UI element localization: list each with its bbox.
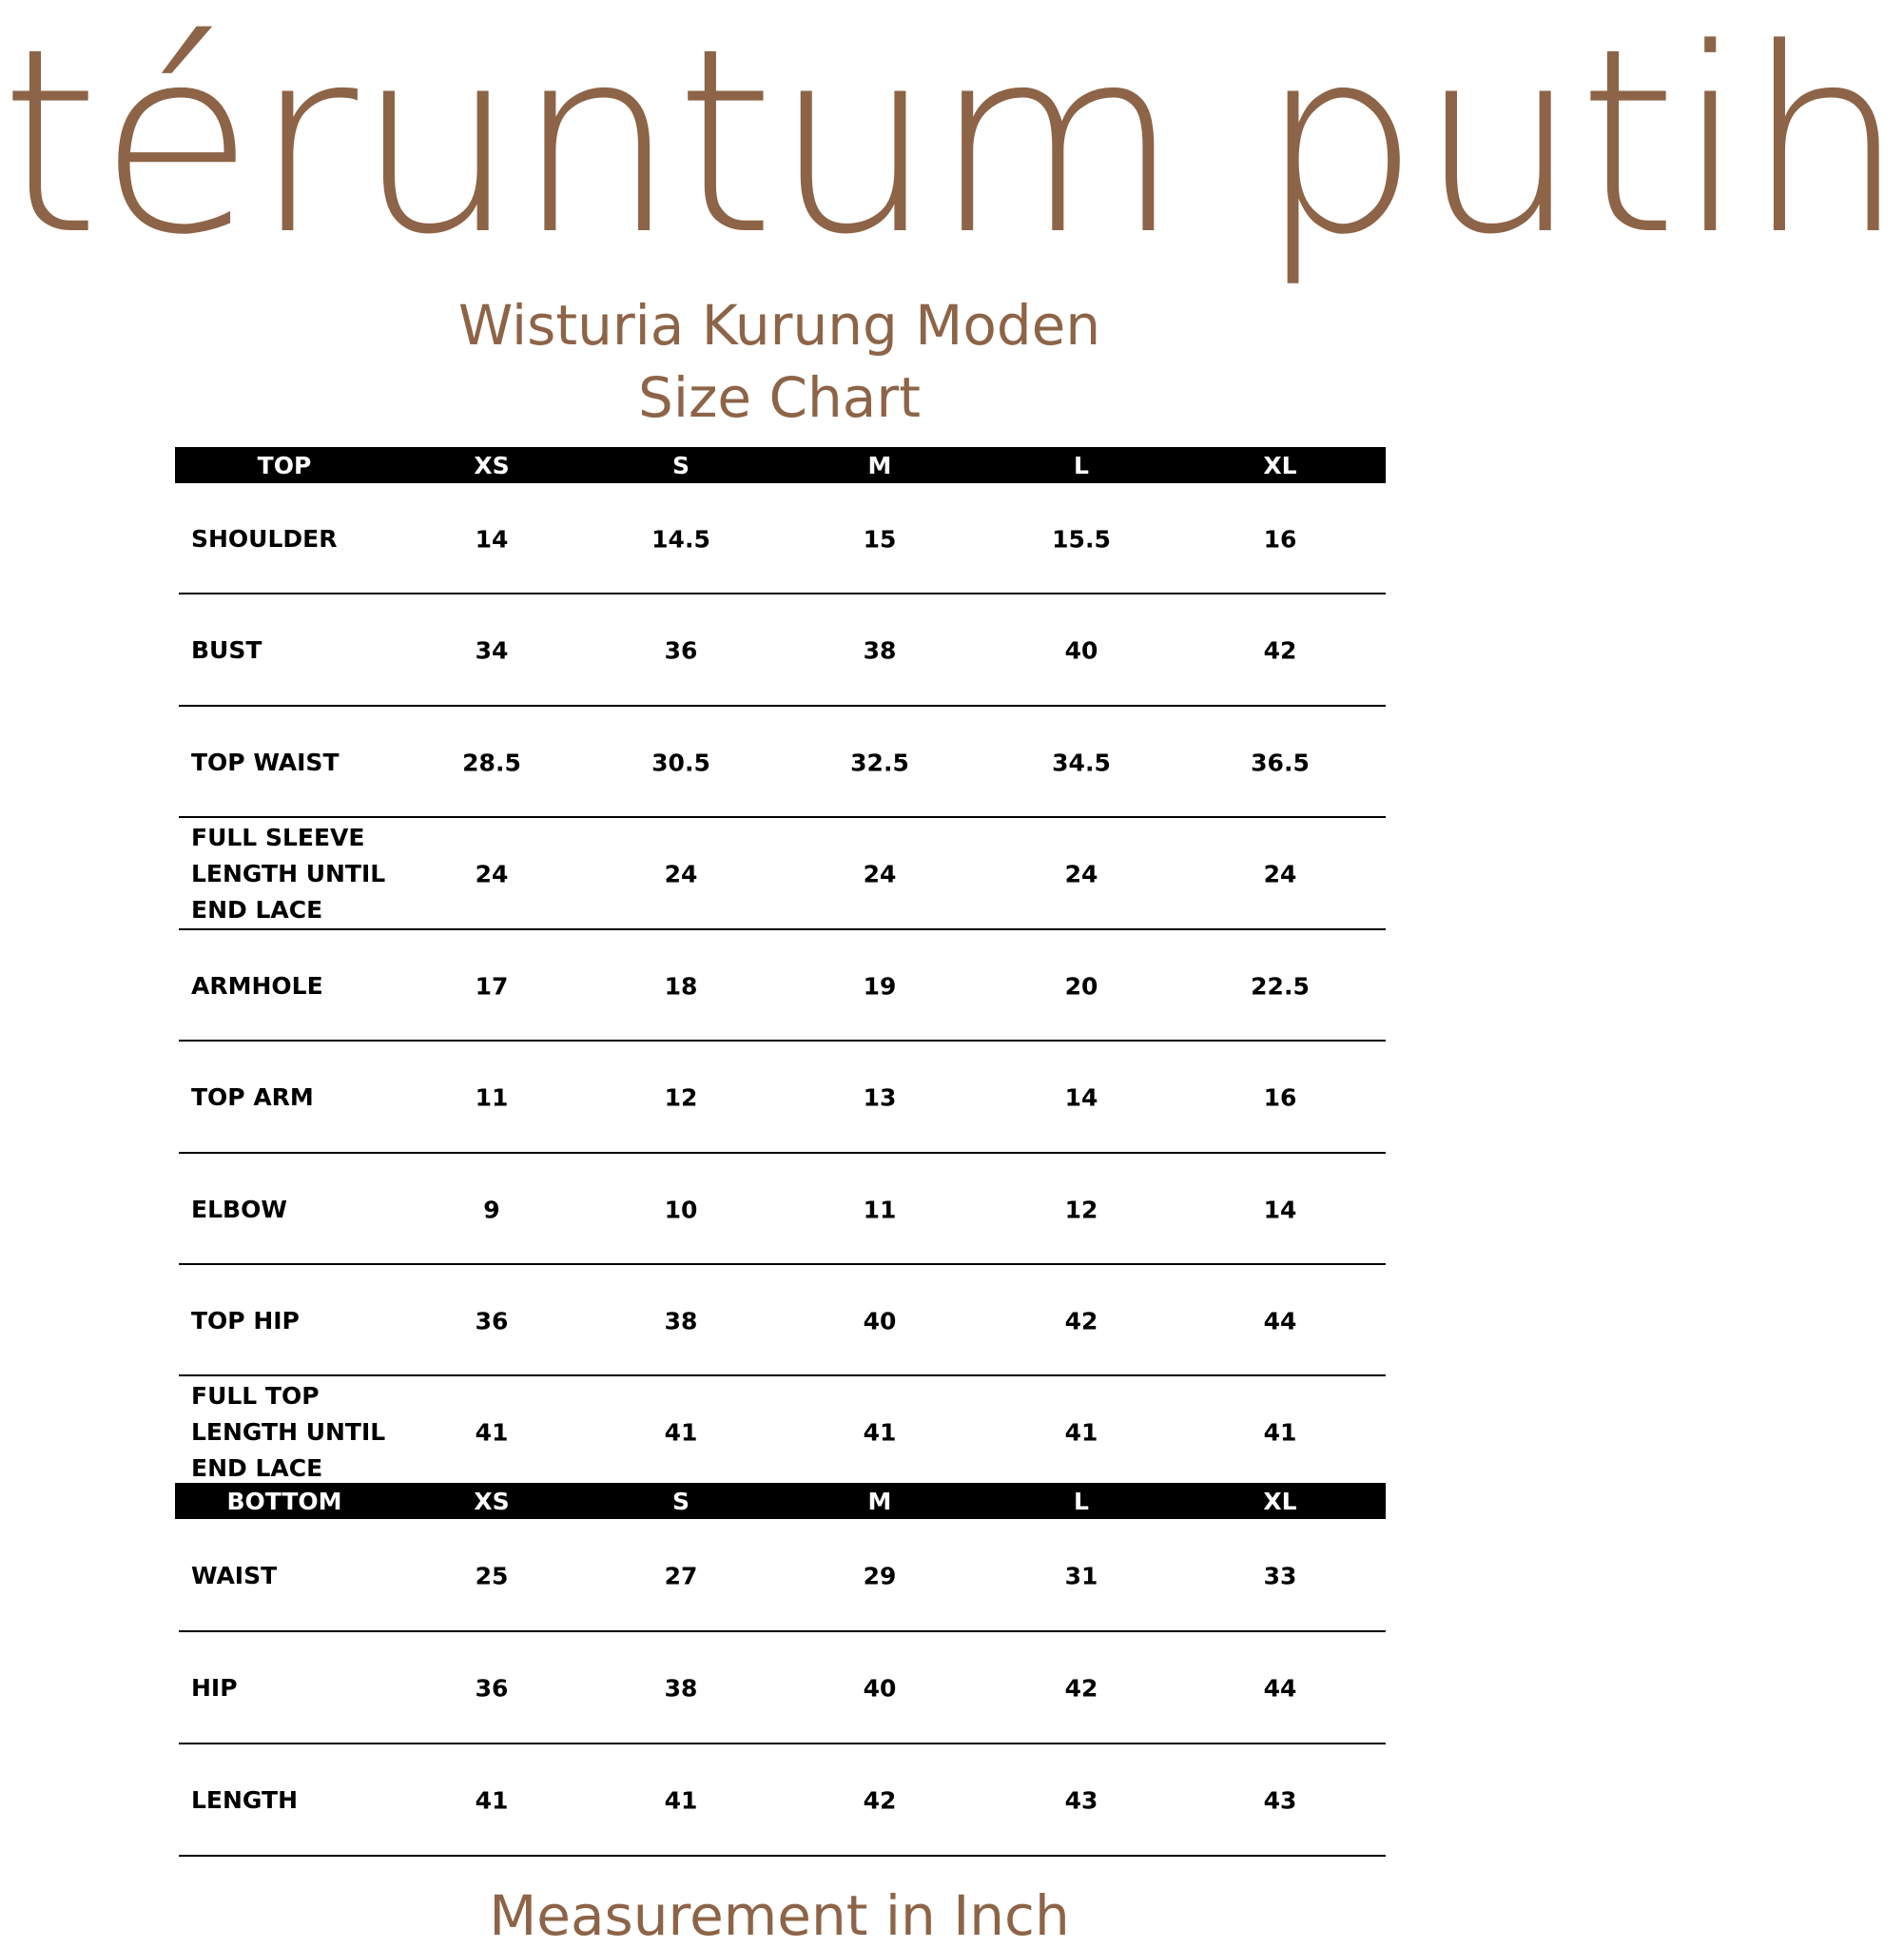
cell-l: 42 xyxy=(1064,1674,1098,1703)
row-label-text: TOP WAIST xyxy=(191,748,340,776)
row-label xyxy=(191,930,323,1042)
cell-xl: 36.5 xyxy=(1251,749,1310,776)
cell-xs: 25 xyxy=(475,1562,509,1589)
cell-xl: 44 xyxy=(1263,1674,1297,1703)
cell-l: 43 xyxy=(1064,1786,1098,1815)
cell-xl: 22.5 xyxy=(1251,972,1310,1000)
cell-s: 38 xyxy=(664,1674,698,1703)
cell-s: 36 xyxy=(664,636,698,665)
row-label xyxy=(191,483,338,594)
row-label-line: END LACE xyxy=(191,896,323,924)
table-row xyxy=(175,930,1386,1042)
cell-s: 41 xyxy=(664,1418,698,1447)
cell-l: 41 xyxy=(1064,1418,1098,1447)
cell-xs: 17 xyxy=(475,972,509,1000)
cell-xl: 33 xyxy=(1263,1562,1297,1589)
table-row xyxy=(175,1632,1386,1744)
table-row xyxy=(175,1744,1386,1857)
row-label xyxy=(191,818,385,930)
table-row xyxy=(175,1042,1386,1154)
cell-xs: 24 xyxy=(475,860,509,888)
cell-l: 14 xyxy=(1064,1083,1098,1112)
cell-m: 13 xyxy=(863,1083,897,1112)
cell-l: 34.5 xyxy=(1052,749,1111,776)
row-label-line: LENGTH UNTIL xyxy=(191,1418,386,1446)
table-row xyxy=(175,1376,1386,1489)
cell-l: 31 xyxy=(1064,1562,1098,1589)
cell-s: 14.5 xyxy=(651,525,710,553)
row-label-line: END LACE xyxy=(191,1454,323,1482)
row-label xyxy=(191,1632,238,1744)
row-label-line: FULL SLEEVE xyxy=(191,824,365,851)
cell-m: 38 xyxy=(863,636,897,665)
size-header-l: L xyxy=(1074,452,1089,479)
cell-l: 15.5 xyxy=(1052,525,1111,553)
cell-xs: 36 xyxy=(475,1307,509,1334)
cell-xl: 16 xyxy=(1263,1083,1297,1112)
row-label xyxy=(191,1265,300,1376)
row-label xyxy=(191,1744,298,1857)
cell-s: 18 xyxy=(664,972,698,1000)
brand-logo-text: téruntum putih xyxy=(0,0,1904,291)
top_section-header-row xyxy=(175,447,1386,483)
table-row xyxy=(175,707,1386,818)
table-row xyxy=(175,818,1386,930)
cell-m: 29 xyxy=(863,1562,897,1589)
row-label-text: ARMHOLE xyxy=(191,971,323,1000)
cell-xl: 43 xyxy=(1263,1786,1297,1815)
row-label-text: SHOULDER xyxy=(191,524,338,553)
cell-xl: 14 xyxy=(1263,1196,1297,1223)
cell-xs: 28.5 xyxy=(462,749,521,776)
size-header-s: S xyxy=(671,452,690,479)
cell-xs: 11 xyxy=(475,1083,509,1112)
cell-l: 20 xyxy=(1064,972,1098,1000)
top_section-header-label: TOP xyxy=(257,452,312,479)
row-label xyxy=(191,1519,277,1632)
cell-s: 10 xyxy=(664,1196,698,1223)
cell-m: 15 xyxy=(863,525,897,553)
cell-l: 12 xyxy=(1064,1196,1098,1223)
table-row xyxy=(175,1265,1386,1376)
cell-l: 24 xyxy=(1064,860,1098,888)
table-row xyxy=(175,1519,1386,1632)
cell-m: 32.5 xyxy=(850,749,909,776)
row-divider xyxy=(179,1855,1386,1857)
size-header-xs: XS xyxy=(474,452,510,479)
cell-m: 40 xyxy=(863,1674,897,1703)
row-label-text: LENGTH xyxy=(191,1786,298,1814)
cell-xs: 36 xyxy=(475,1674,509,1703)
cell-m: 24 xyxy=(863,860,897,888)
row-label xyxy=(191,594,262,707)
cell-xs: 34 xyxy=(475,636,509,665)
row-label-line: LENGTH UNTIL xyxy=(191,860,386,887)
row-label-line: FULL TOP xyxy=(191,1382,320,1410)
chart-title: Size Chart xyxy=(638,365,921,430)
bottom_section-header-row xyxy=(175,1483,1386,1519)
size-header-l: L xyxy=(1074,1488,1089,1515)
cell-xs: 9 xyxy=(483,1196,500,1223)
table-row xyxy=(175,483,1386,594)
cell-m: 42 xyxy=(863,1786,897,1815)
cell-m: 19 xyxy=(863,972,897,1000)
row-label-text: BUST xyxy=(191,636,262,664)
row-label xyxy=(191,1376,385,1489)
cell-xl: 42 xyxy=(1263,636,1297,665)
cell-s: 27 xyxy=(664,1562,698,1589)
size-chart-table xyxy=(175,447,1386,1857)
row-label-text: WAIST xyxy=(191,1561,278,1589)
cell-s: 30.5 xyxy=(651,749,710,776)
product-title: Wisturia Kurung Moden xyxy=(457,293,1101,358)
cell-xl: 44 xyxy=(1263,1307,1297,1334)
table-row xyxy=(175,594,1386,707)
cell-xl: 24 xyxy=(1263,860,1297,888)
cell-xs: 14 xyxy=(475,525,509,553)
size-header-xs: XS xyxy=(474,1488,510,1515)
table-row xyxy=(175,1154,1386,1265)
cell-l: 42 xyxy=(1064,1307,1098,1334)
bottom_section-header-label: BOTTOM xyxy=(226,1488,342,1515)
cell-m: 41 xyxy=(863,1418,897,1447)
cell-s: 41 xyxy=(664,1786,698,1815)
row-label-text: TOP HIP xyxy=(191,1306,300,1334)
size-header-xl: XL xyxy=(1263,452,1297,479)
measurement-unit-note: Measurement in Inch xyxy=(489,1883,1070,1948)
cell-xl: 16 xyxy=(1263,525,1297,553)
cell-m: 11 xyxy=(863,1196,897,1223)
cell-xs: 41 xyxy=(475,1418,509,1447)
row-label xyxy=(191,1042,314,1154)
cell-s: 38 xyxy=(664,1307,698,1334)
cell-s: 12 xyxy=(664,1083,698,1112)
row-label-text: ELBOW xyxy=(191,1195,287,1223)
row-label-text: TOP ARM xyxy=(191,1083,314,1111)
cell-l: 40 xyxy=(1064,636,1098,665)
size-header-m: M xyxy=(867,452,892,479)
row-label-text: HIP xyxy=(191,1674,238,1702)
cell-xl: 41 xyxy=(1263,1418,1297,1447)
row-label xyxy=(191,1154,287,1265)
cell-m: 40 xyxy=(863,1307,897,1334)
row-label xyxy=(191,707,340,818)
size-header-s: S xyxy=(671,1488,690,1515)
size-header-xl: XL xyxy=(1263,1488,1297,1515)
cell-xs: 41 xyxy=(475,1786,509,1815)
cell-s: 24 xyxy=(664,860,698,888)
size-header-m: M xyxy=(867,1488,892,1515)
